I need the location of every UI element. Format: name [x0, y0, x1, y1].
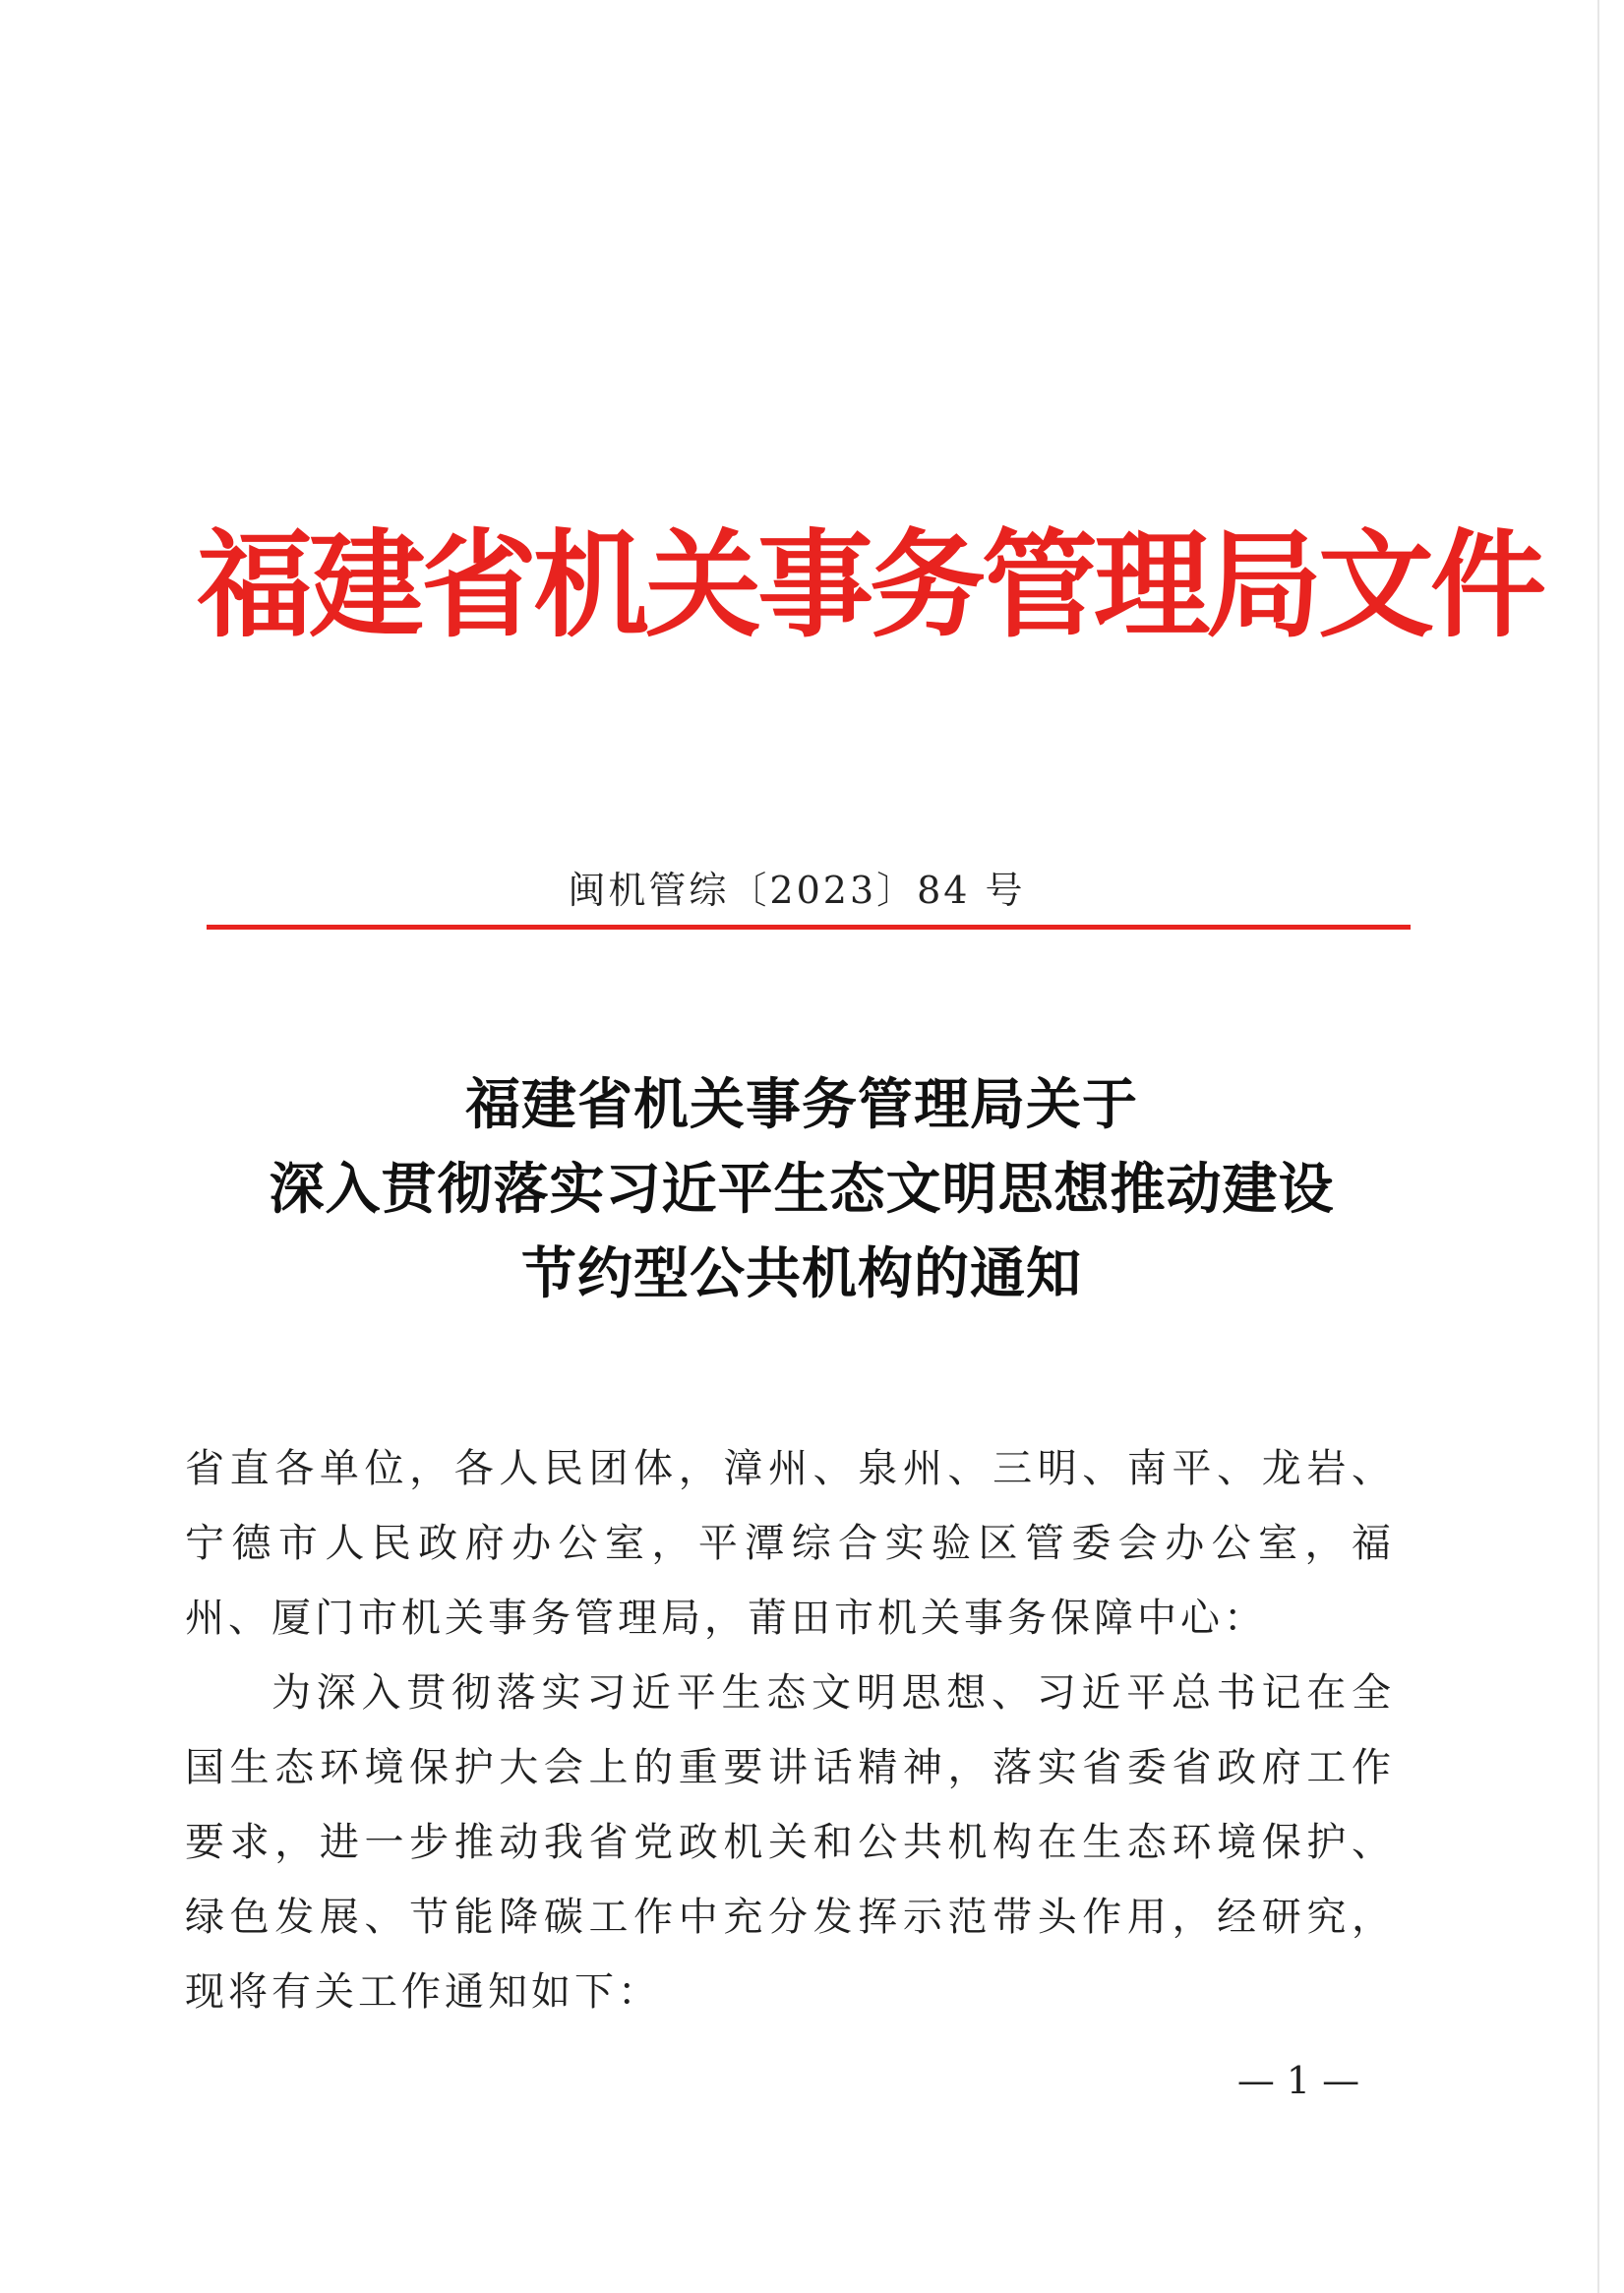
page-number: — 1 —	[1236, 2059, 1360, 2102]
notice-title	[177, 1062, 1426, 1316]
notice-body	[185, 1431, 1395, 2029]
page-edge	[1597, 0, 1599, 2293]
addressee-paragraph: 省直各单位，各人民团体，漳州、泉州、三明、南平、龙岩、宁德市人民政府办公室，平潭综合实验区管委会办公室，福州、厦门市机关事务管理局，莆田市机关事务保障中心：	[185, 1446, 1395, 1641]
red-divider-line	[207, 925, 1411, 930]
issuer-title: 福建省机关事务管理局文件	[197, 516, 1543, 653]
document-number: 闽机管综〔2023〕84 号	[568, 869, 1026, 912]
notice-title-line: 节约型公共机构的通知	[521, 1241, 1082, 1306]
opening-paragraph: 为深入贯彻落实习近平生态文明思想、习近平总书记在全国生态环境保护大会上的重要讲话精神，落实省委省政府工作要求，进一步推动我省党政机关和公共机构在生态环境保护、绿色发展、节能降碳工作中充分发挥示范带头作用，经研究，现将有关工作通知如下：	[185, 1670, 1395, 2015]
notice-title-line: 福建省机关事务管理局关于	[465, 1072, 1138, 1137]
notice-title-line: 深入贯彻落实习近平生态文明思想推动建设	[269, 1157, 1335, 1222]
